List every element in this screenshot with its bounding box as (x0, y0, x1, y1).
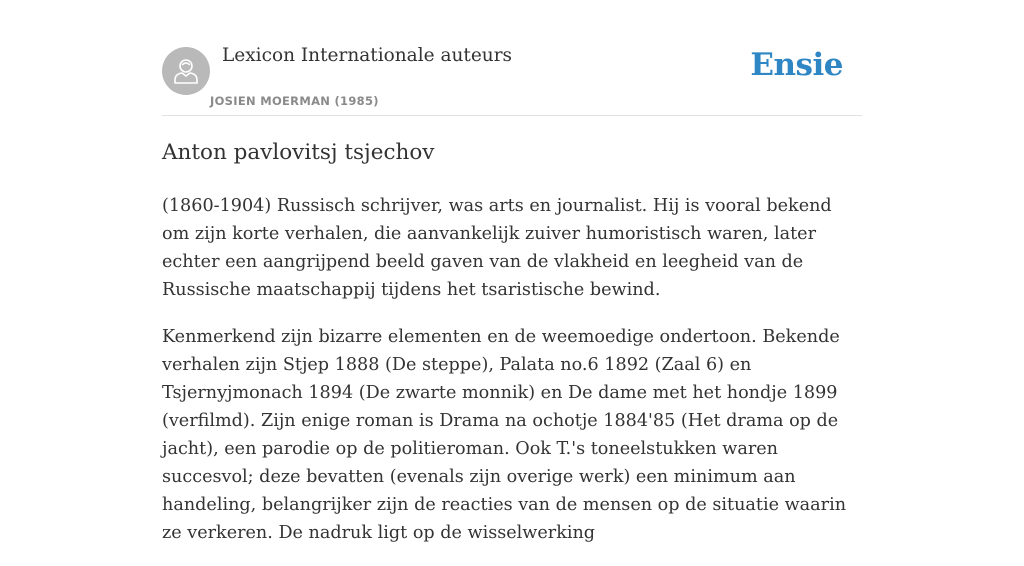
collection-title[interactable]: Lexicon Internationale auteurs (222, 45, 513, 66)
author-name[interactable]: JOSIEN MOERMAN (1985) (210, 94, 379, 108)
avatar[interactable] (162, 47, 210, 95)
header (162, 0, 862, 116)
content-column (162, 0, 862, 543)
paragraph: (1860-1904) Russisch schrijver, was arts en journalist. Hij is vooral bekend om zijn korte verhalen, die aanvankelijk zuiver humoristisch waren, later echter een aangrijpend beeld gaven van de vlakheid en leegheid van de Russische maatschappij tijdens het tsaristische bewind. (162, 196, 832, 300)
article-body (162, 192, 862, 566)
article-title: Anton pavlovitsj tsjechov (162, 140, 435, 165)
user-icon (173, 57, 199, 85)
paragraph: Kenmerkend zijn bizarre elementen en de weemoedige ondertoon. Bekende verhalen zijn Stjep 1888 (De steppe), Palata no.6 1892 (Zaal 6) en Tsjernyjmonach 1894 (De zwarte monnik) en De dame met het hondje 1899 (verfilmd). Zijn enige roman is Drama na ochotje 1884'85 (Het drama op de jacht), een parodie op de politieroman. Ook T.'s toneelstukken waren succesvol; deze bevatten (evenals zijn overige werk) een minimum aan handeling, belangrijker zijn de reacties van de mensen op de situatie waarin ze verkeren. De nadruk ligt op de wisselwerking (162, 327, 847, 543)
ensie-logo[interactable]: Ensie (750, 47, 843, 83)
